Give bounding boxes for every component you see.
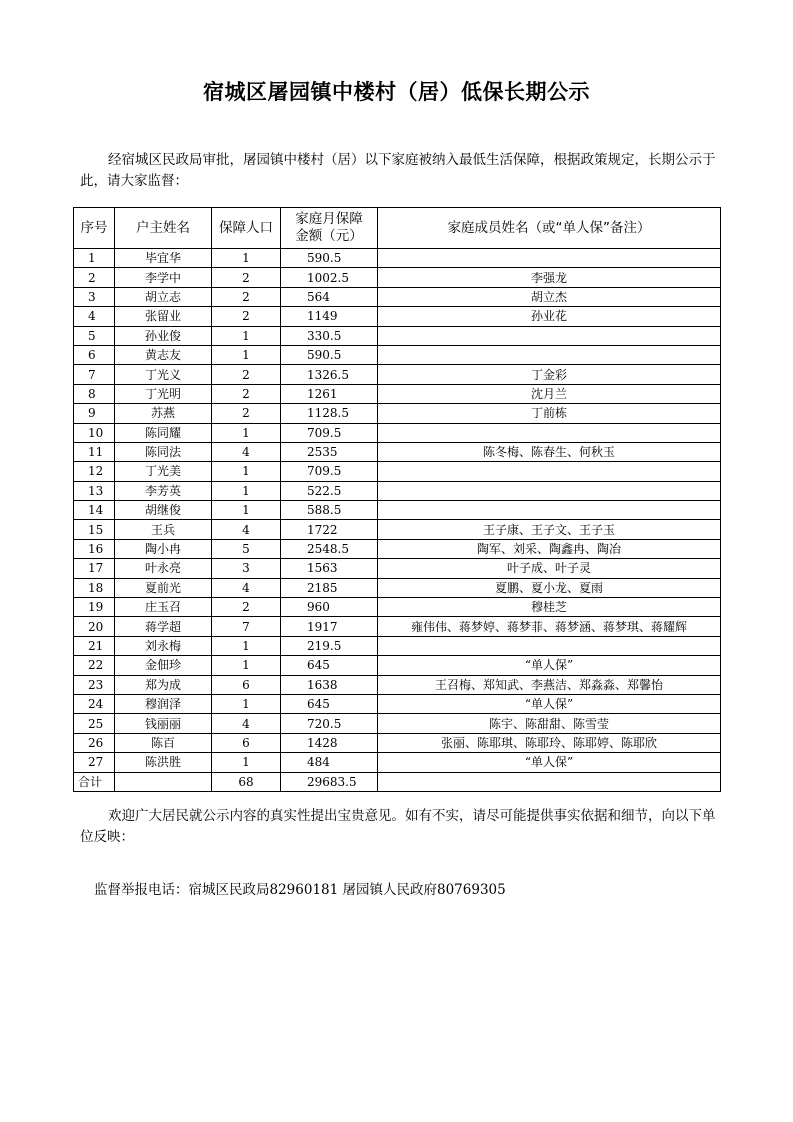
cell-amount: 645 [281, 694, 378, 713]
header-amount-line1: 家庭月保障 [295, 211, 363, 227]
cell-index: 3 [74, 287, 115, 306]
cell-index: 4 [74, 307, 115, 326]
table-row [74, 326, 721, 345]
cell-householder: 夏前光 [115, 578, 212, 597]
cell-index: 10 [74, 423, 115, 442]
cell-persons: 1 [212, 462, 281, 481]
cell-householder: 毕宜华 [115, 249, 212, 268]
table-row [74, 675, 721, 694]
header-persons: 保障人口 [212, 208, 281, 249]
cell-amount: 709.5 [281, 423, 378, 442]
cell-index: 14 [74, 501, 115, 520]
cell-index: 15 [74, 520, 115, 539]
table-header-row [74, 208, 721, 249]
contact-line: 监督举报电话：宿城区民政局82960181 屠园镇人民政府80769305 [94, 882, 506, 898]
cell-householder: 刘永梅 [115, 636, 212, 655]
cell-persons: 2 [212, 268, 281, 287]
cell-amount: 1722 [281, 520, 378, 539]
table-row [74, 598, 721, 617]
table-row [74, 694, 721, 713]
table-row [74, 733, 721, 752]
cell-amount: 1149 [281, 307, 378, 326]
cell-amount: 590.5 [281, 249, 378, 268]
cell-householder: 陈洪胜 [115, 753, 212, 772]
cell-amount: 1326.5 [281, 365, 378, 384]
cell-amount: 2548.5 [281, 539, 378, 558]
cell-members: 丁前栋 [378, 404, 721, 423]
cell-householder: 陈同耀 [115, 423, 212, 442]
cell-members: “单人保” [378, 694, 721, 713]
cell-amount: 484 [281, 753, 378, 772]
cell-members: 陶军、刘采、陶鑫冉、陶冶 [378, 539, 721, 558]
total-members-empty [378, 772, 721, 791]
cell-members [378, 636, 721, 655]
cell-householder: 叶永亮 [115, 559, 212, 578]
cell-amount: 1428 [281, 733, 378, 752]
cell-amount: 645 [281, 656, 378, 675]
cell-persons: 4 [212, 714, 281, 733]
cell-householder: 丁光义 [115, 365, 212, 384]
cell-members [378, 481, 721, 500]
cell-members [378, 501, 721, 520]
cell-members: 沈月兰 [378, 384, 721, 403]
table-row [74, 539, 721, 558]
table-row [74, 307, 721, 326]
cell-members: 李强龙 [378, 268, 721, 287]
table-row [74, 520, 721, 539]
cell-householder: 金佃珍 [115, 656, 212, 675]
cell-householder: 苏燕 [115, 404, 212, 423]
cell-members: 雍伟伟、蒋梦婷、蒋梦菲、蒋梦涵、蒋梦琪、蒋耀辉 [378, 617, 721, 636]
cell-householder: 陈同法 [115, 442, 212, 461]
cell-amount: 522.5 [281, 481, 378, 500]
cell-amount: 1638 [281, 675, 378, 694]
cell-persons: 1 [212, 753, 281, 772]
cell-index: 9 [74, 404, 115, 423]
header-amount [281, 208, 378, 249]
cell-persons: 1 [212, 501, 281, 520]
cell-householder: 胡继俊 [115, 501, 212, 520]
cell-index: 24 [74, 694, 115, 713]
cell-householder: 郑为成 [115, 675, 212, 694]
cell-index: 26 [74, 733, 115, 752]
header-householder: 户主姓名 [115, 208, 212, 249]
cell-amount: 720.5 [281, 714, 378, 733]
cell-index: 21 [74, 636, 115, 655]
total-amount: 29683.5 [281, 772, 378, 791]
cell-index: 12 [74, 462, 115, 481]
table-row [74, 404, 721, 423]
cell-amount: 1917 [281, 617, 378, 636]
table-row [74, 462, 721, 481]
cell-persons: 1 [212, 694, 281, 713]
cell-amount: 590.5 [281, 345, 378, 364]
cell-persons: 2 [212, 287, 281, 306]
header-members: 家庭成员姓名（或“单人保”备注） [378, 208, 721, 249]
total-empty [115, 772, 212, 791]
cell-persons: 1 [212, 656, 281, 675]
cell-index: 19 [74, 598, 115, 617]
table-row [74, 617, 721, 636]
cell-amount: 1128.5 [281, 404, 378, 423]
table-row [74, 345, 721, 364]
cell-members: 张丽、陈耶琪、陈耶玲、陈耶婷、陈耶欣 [378, 733, 721, 752]
cell-persons: 4 [212, 442, 281, 461]
cell-amount: 1002.5 [281, 268, 378, 287]
total-persons: 68 [212, 772, 281, 791]
table-row [74, 287, 721, 306]
cell-index: 27 [74, 753, 115, 772]
header-amount-line2: 金额（元） [295, 228, 363, 244]
cell-householder: 孙业俊 [115, 326, 212, 345]
table-row [74, 501, 721, 520]
cell-members [378, 462, 721, 481]
cell-persons: 2 [212, 404, 281, 423]
table-row [74, 384, 721, 403]
total-row [74, 772, 721, 791]
cell-amount: 330.5 [281, 326, 378, 345]
cell-amount: 564 [281, 287, 378, 306]
cell-index: 20 [74, 617, 115, 636]
cell-householder: 陈百 [115, 733, 212, 752]
cell-persons: 6 [212, 733, 281, 752]
cell-householder: 钱丽丽 [115, 714, 212, 733]
table-row [74, 481, 721, 500]
table-row [74, 423, 721, 442]
cell-members: “单人保” [378, 753, 721, 772]
table-row [74, 249, 721, 268]
total-label: 合计 [74, 772, 115, 791]
cell-amount: 2185 [281, 578, 378, 597]
cell-index: 23 [74, 675, 115, 694]
cell-persons: 7 [212, 617, 281, 636]
cell-persons: 1 [212, 636, 281, 655]
cell-members: 胡立杰 [378, 287, 721, 306]
cell-members: 穆桂芝 [378, 598, 721, 617]
cell-amount: 960 [281, 598, 378, 617]
cell-persons: 1 [212, 345, 281, 364]
cell-householder: 李学中 [115, 268, 212, 287]
cell-householder: 陶小冉 [115, 539, 212, 558]
cell-householder: 丁光明 [115, 384, 212, 403]
table-row [74, 656, 721, 675]
cell-amount: 1261 [281, 384, 378, 403]
cell-index: 1 [74, 249, 115, 268]
header-index: 序号 [74, 208, 115, 249]
cell-householder: 穆润泽 [115, 694, 212, 713]
cell-amount: 709.5 [281, 462, 378, 481]
cell-persons: 2 [212, 384, 281, 403]
table-row [74, 559, 721, 578]
cell-members [378, 423, 721, 442]
cell-persons: 1 [212, 326, 281, 345]
cell-householder: 王兵 [115, 520, 212, 539]
cell-householder: 庄玉召 [115, 598, 212, 617]
cell-amount: 2535 [281, 442, 378, 461]
cell-index: 22 [74, 656, 115, 675]
cell-amount: 1563 [281, 559, 378, 578]
cell-householder: 张留业 [115, 307, 212, 326]
cell-index: 16 [74, 539, 115, 558]
cell-index: 5 [74, 326, 115, 345]
cell-householder: 李芳英 [115, 481, 212, 500]
cell-amount: 588.5 [281, 501, 378, 520]
cell-index: 18 [74, 578, 115, 597]
cell-persons: 4 [212, 578, 281, 597]
cell-members [378, 326, 721, 345]
cell-index: 25 [74, 714, 115, 733]
cell-index: 8 [74, 384, 115, 403]
cell-members: 丁金彩 [378, 365, 721, 384]
cell-index: 7 [74, 365, 115, 384]
cell-householder: 黄志友 [115, 345, 212, 364]
cell-members: “单人保” [378, 656, 721, 675]
table-body [74, 249, 721, 773]
cell-members: 叶子成、叶子灵 [378, 559, 721, 578]
cell-amount: 219.5 [281, 636, 378, 655]
cell-persons: 2 [212, 598, 281, 617]
cell-index: 17 [74, 559, 115, 578]
cell-members: 王子康、王子文、王子玉 [378, 520, 721, 539]
cell-persons: 4 [212, 520, 281, 539]
cell-members [378, 249, 721, 268]
feedback-paragraph: 欢迎广大居民就公示内容的真实性提出宝贵意见。如有不实，请尽可能提供事实依据和细节，向以下单位反映： [80, 808, 716, 845]
cell-index: 2 [74, 268, 115, 287]
cell-members: 孙业花 [378, 307, 721, 326]
cell-persons: 1 [212, 249, 281, 268]
subsidy-table [73, 207, 721, 792]
table-row [74, 365, 721, 384]
table-row [74, 578, 721, 597]
cell-persons: 5 [212, 539, 281, 558]
cell-persons: 3 [212, 559, 281, 578]
table-row [74, 636, 721, 655]
cell-index: 11 [74, 442, 115, 461]
cell-members [378, 345, 721, 364]
cell-index: 6 [74, 345, 115, 364]
cell-members: 陈冬梅、陈春生、何秋玉 [378, 442, 721, 461]
cell-members: 夏鹏、夏小龙、夏雨 [378, 578, 721, 597]
cell-householder: 丁光美 [115, 462, 212, 481]
cell-householder: 胡立志 [115, 287, 212, 306]
cell-persons: 1 [212, 423, 281, 442]
intro-paragraph: 经宿城区民政局审批，屠园镇中楼村（居）以下家庭被纳入最低生活保障，根据政策规定，长期公示于此，请大家监督： [80, 152, 716, 189]
cell-members: 陈宇、陈甜甜、陈雪莹 [378, 714, 721, 733]
table-row [74, 714, 721, 733]
cell-householder: 蒋学超 [115, 617, 212, 636]
table-row [74, 753, 721, 772]
cell-persons: 1 [212, 481, 281, 500]
cell-persons: 2 [212, 365, 281, 384]
cell-members: 王召梅、郑知武、李燕洁、郑淼淼、郑馨怡 [378, 675, 721, 694]
cell-persons: 2 [212, 307, 281, 326]
cell-persons: 6 [212, 675, 281, 694]
cell-index: 13 [74, 481, 115, 500]
table-row [74, 268, 721, 287]
page-title: 宿城区屠园镇中楼村（居）低保长期公示 [203, 80, 590, 104]
table-row [74, 442, 721, 461]
